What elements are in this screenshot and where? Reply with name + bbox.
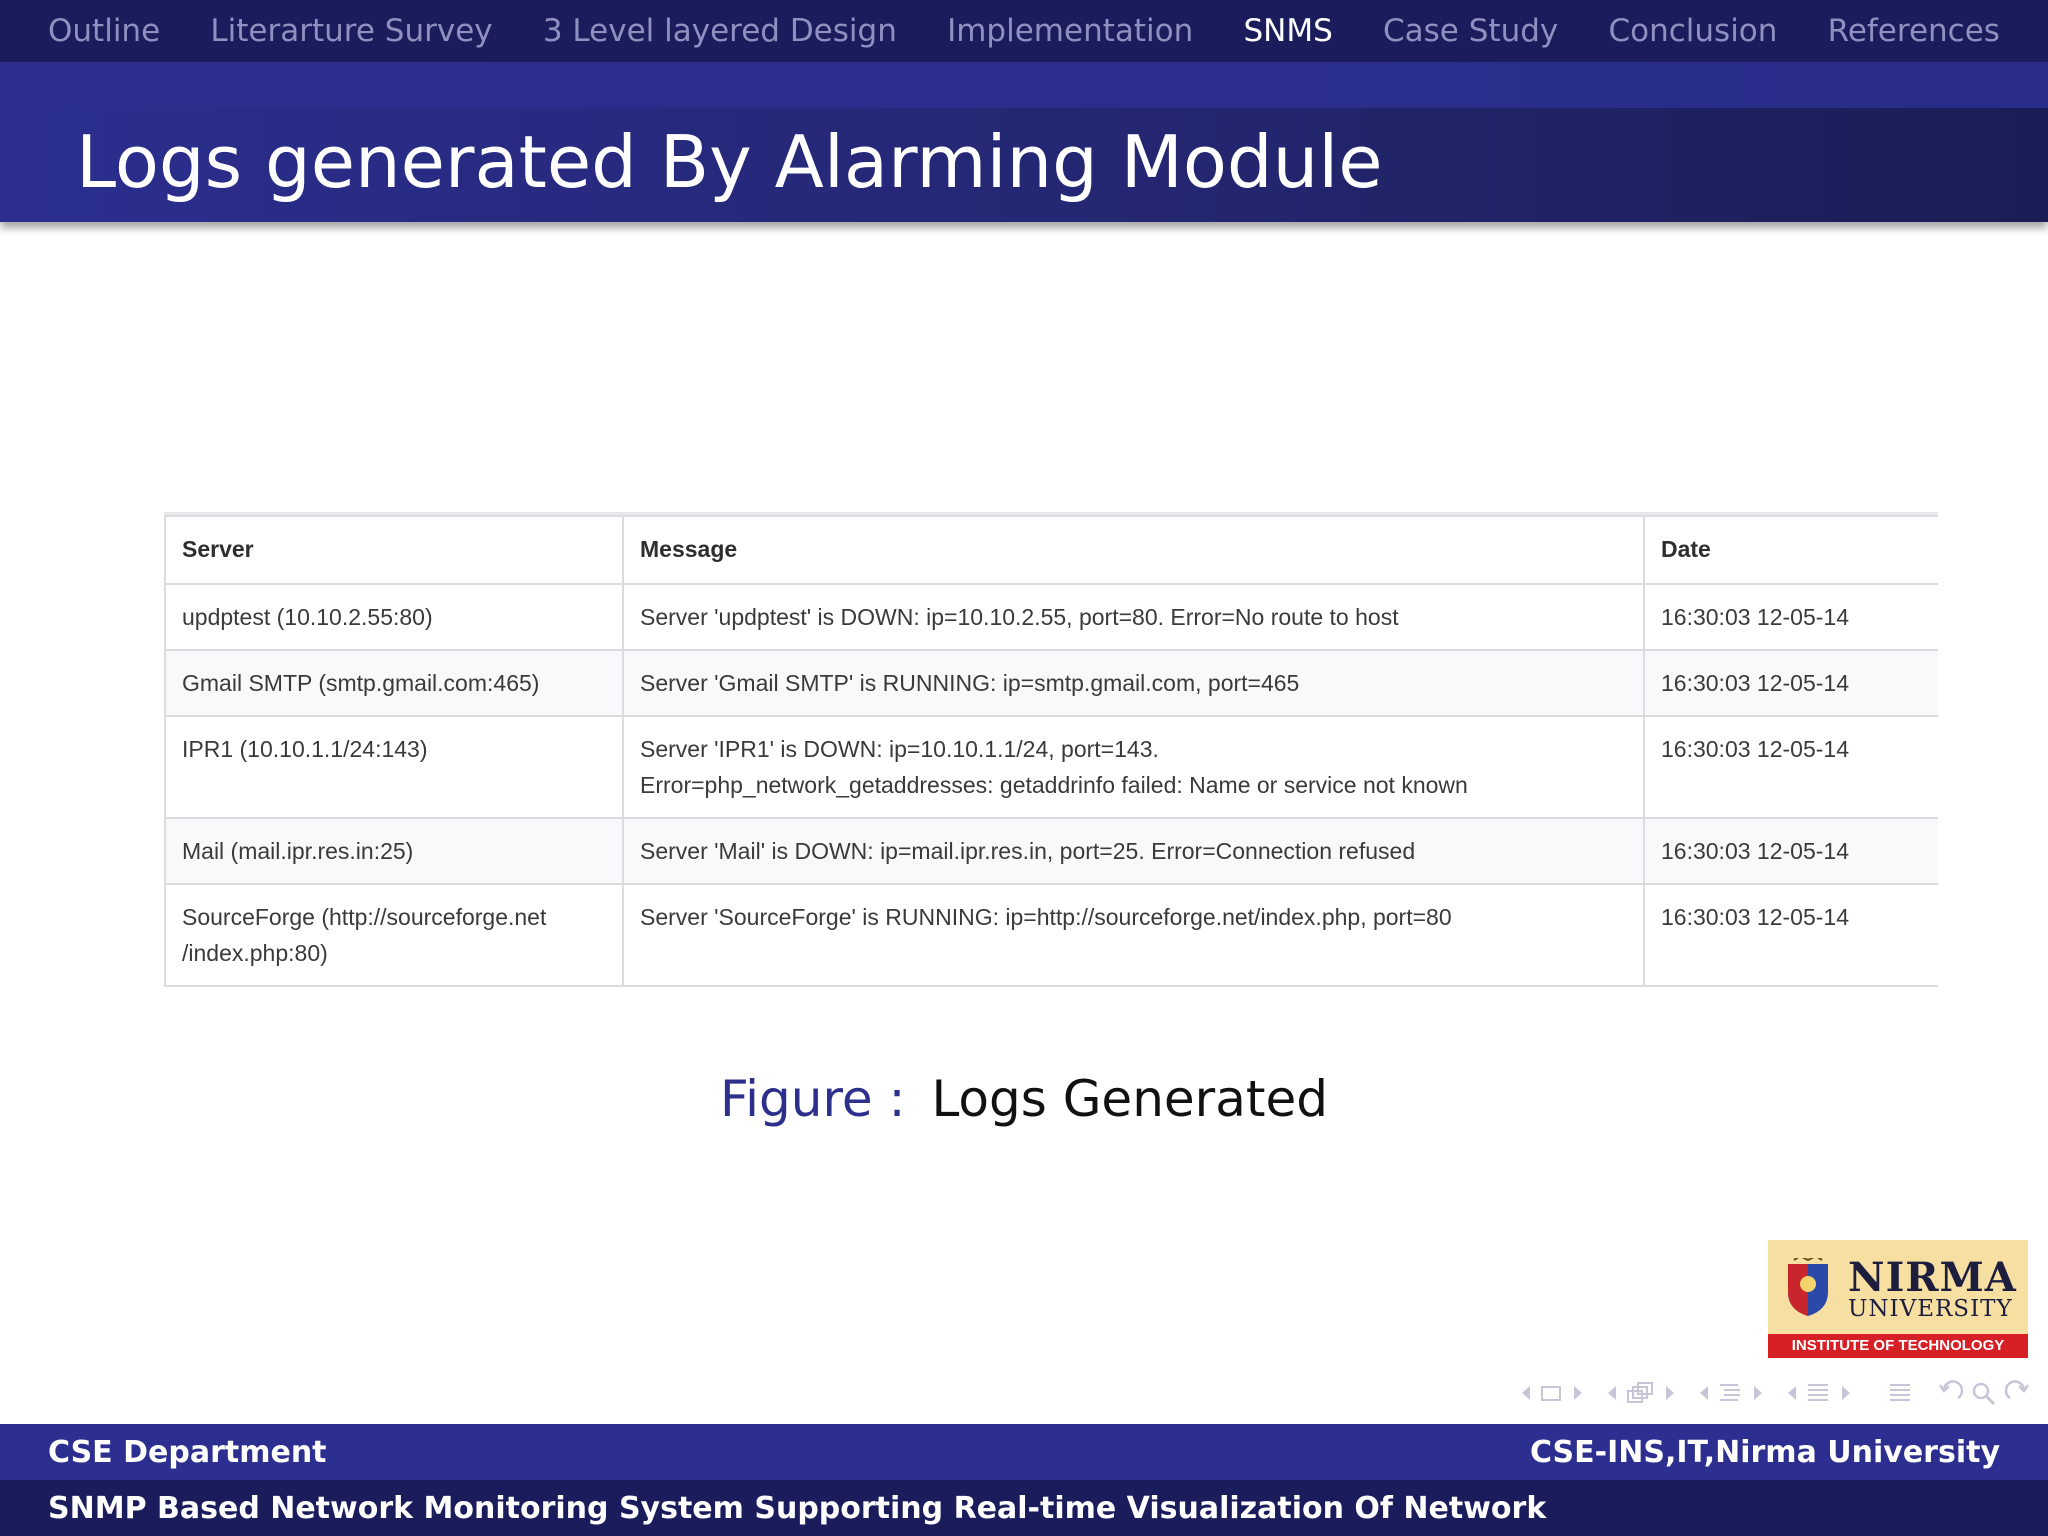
back-icon[interactable]: [1934, 1378, 1968, 1408]
cell-date: 16:30:03 12-05-14: [1644, 884, 1938, 986]
nav-item-conclusion[interactable]: Conclusion: [1608, 13, 1778, 49]
nav-item-implementation[interactable]: Implementation: [947, 13, 1194, 49]
logo-institute-strip: INSTITUTE OF TECHNOLOGY: [1768, 1334, 2028, 1358]
subsection-icon[interactable]: [1714, 1378, 1746, 1408]
figure-caption: [0, 1070, 2048, 1128]
section-icon[interactable]: [1802, 1378, 1834, 1408]
cell-server-line1: SourceForge (http://sourceforge.net: [182, 904, 547, 930]
logo-name: NIRMA: [1848, 1254, 2017, 1301]
beamer-navigation-symbols: [1514, 1376, 2034, 1410]
logo-subtitle: UNIVERSITY: [1848, 1296, 2013, 1322]
cell-server: Gmail SMTP (smtp.gmail.com:465): [165, 650, 623, 716]
prev-frame-icon[interactable]: [1600, 1378, 1622, 1408]
table-row: [165, 884, 1938, 986]
cell-message: [623, 716, 1644, 818]
cell-server: updptest (10.10.2.55:80): [165, 584, 623, 650]
prev-slide-icon[interactable]: [1514, 1378, 1536, 1408]
crest-icon: [1786, 1258, 1830, 1318]
nav-item-outline[interactable]: Outline: [48, 13, 161, 49]
cell-date: 16:30:03 12-05-14: [1644, 818, 1938, 884]
header-band: [0, 62, 2048, 108]
header-server: Server: [165, 516, 623, 584]
prev-section-icon[interactable]: [1780, 1378, 1802, 1408]
logs-table: [164, 515, 1938, 987]
cell-server: Mail (mail.ipr.res.in:25): [165, 818, 623, 884]
footer-title-bar: [0, 1480, 2048, 1536]
next-slide-icon[interactable]: [1566, 1378, 1600, 1408]
header-message: Message: [623, 516, 1644, 584]
next-frame-icon[interactable]: [1658, 1378, 1692, 1408]
cell-message: Server 'Mail' is DOWN: ip=mail.ipr.res.in, port=25. Error=Connection refused: [623, 818, 1644, 884]
cell-message-line2: Error=php_network_getaddresses: getaddrinfo failed: Name or service not known: [640, 772, 1468, 798]
table-row: [165, 818, 1938, 884]
caption-text: Logs Generated: [931, 1070, 1328, 1128]
cell-message-line1: Server 'IPR1' is DOWN: ip=10.10.1.1/24, port=143.: [640, 736, 1159, 762]
nav-item-snms[interactable]: SNMS: [1243, 13, 1333, 49]
cell-message: Server 'SourceForge' is RUNNING: ip=http://sourceforge.net/index.php, port=80: [623, 884, 1644, 986]
footer-department: CSE Department: [48, 1434, 327, 1470]
table-row: [165, 716, 1938, 818]
next-subsection-icon[interactable]: [1746, 1378, 1780, 1408]
cell-server-line2: /index.php:80): [182, 940, 328, 966]
cell-server: IPR1 (10.10.1.1/24:143): [165, 716, 623, 818]
prev-subsection-icon[interactable]: [1692, 1378, 1714, 1408]
table-row: [165, 650, 1938, 716]
slide-title: Logs generated By Alarming Module: [76, 120, 1383, 204]
table-row: [165, 584, 1938, 650]
cell-message: Server 'Gmail SMTP' is RUNNING: ip=smtp.gmail.com, port=465: [623, 650, 1644, 716]
forward-icon[interactable]: [2000, 1378, 2034, 1408]
header-date: Date: [1644, 516, 1938, 584]
caption-label: Figure :: [720, 1070, 906, 1128]
cell-date: 16:30:03 12-05-14: [1644, 716, 1938, 818]
frame-stack-icon[interactable]: [1622, 1378, 1658, 1408]
footer-presentation-title: SNMP Based Network Monitoring System Supporting Real-time Visualization Of Network: [48, 1490, 1547, 1526]
cell-date: 16:30:03 12-05-14: [1644, 584, 1938, 650]
cell-message: Server 'updptest' is DOWN: ip=10.10.2.55, port=80. Error=No route to host: [623, 584, 1644, 650]
nav-item-layered-design[interactable]: 3 Level layered Design: [542, 13, 897, 49]
nav-item-literature-survey[interactable]: Literarture Survey: [210, 13, 493, 49]
table-header-row: [165, 516, 1938, 584]
nav-item-references[interactable]: References: [1827, 13, 2000, 49]
footer-institution-bar: [0, 1424, 2048, 1480]
document-icon[interactable]: [1882, 1378, 1934, 1408]
footer-university: CSE-INS,IT,Nirma University: [1529, 1434, 2000, 1470]
nirma-logo: [1768, 1240, 2028, 1358]
slide-frame-icon[interactable]: [1536, 1378, 1566, 1408]
cell-date: 16:30:03 12-05-14: [1644, 650, 1938, 716]
search-icon[interactable]: [1968, 1378, 2000, 1408]
logs-table-figure: [164, 512, 1938, 1011]
cell-server: [165, 884, 623, 986]
section-navigation: [0, 0, 2048, 62]
nav-item-case-study[interactable]: Case Study: [1383, 13, 1559, 49]
next-section-icon[interactable]: [1834, 1378, 1882, 1408]
